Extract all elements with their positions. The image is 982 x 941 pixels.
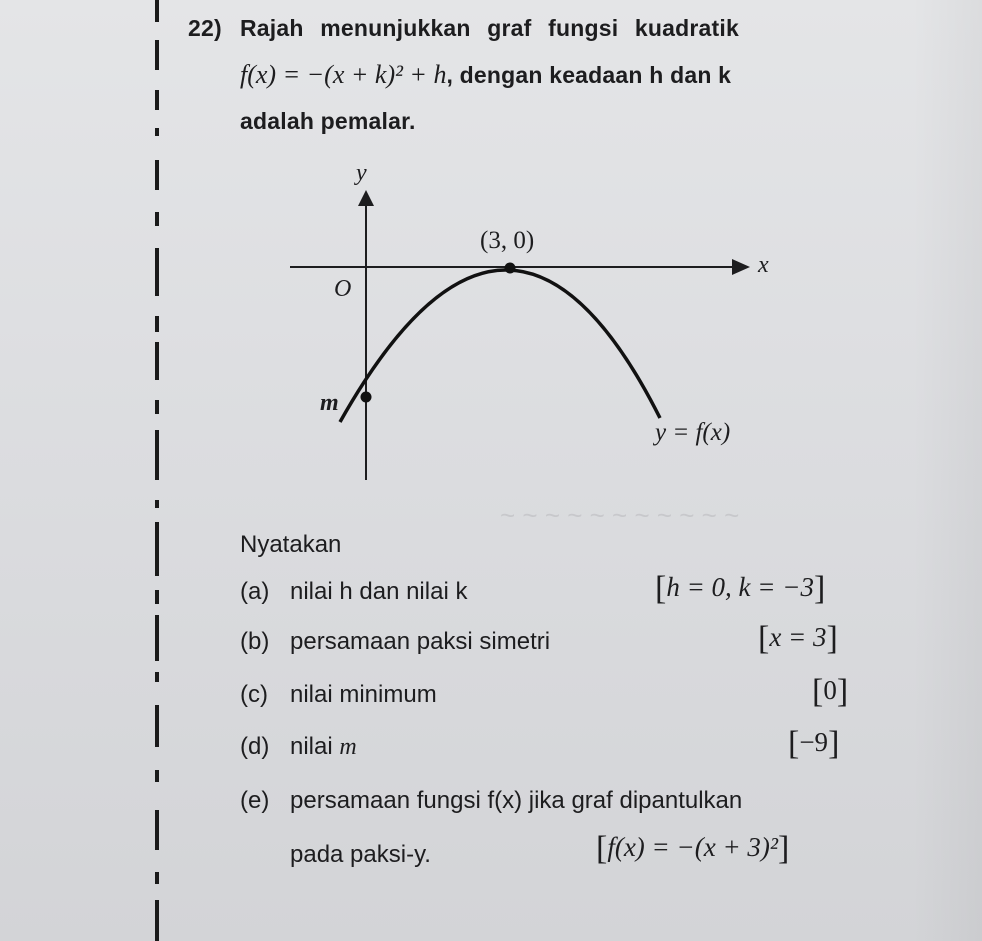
part-c-label: (c) [240, 681, 268, 708]
y-axis-arrow [358, 190, 374, 206]
part-b-label: (b) [240, 628, 270, 655]
part-c-answer: [0] [812, 673, 849, 710]
part-d-text: nilai m [290, 733, 357, 760]
part-e-label: (e) [240, 787, 270, 814]
curve-label: y = f(x) [655, 419, 731, 446]
part-a-text: nilai h dan nilai k [290, 578, 468, 605]
part-b-answer-value: x = 3 [769, 622, 827, 652]
part-a-answer-value: h = 0, k = −3 [666, 572, 814, 602]
part-e-text: persamaan fungsi f(x) jika graf dipantulkan [290, 787, 743, 814]
question-number: 22) [188, 15, 222, 41]
y-axis-label: y [356, 160, 367, 186]
m-label: m [320, 390, 339, 416]
x-axis-arrow [732, 259, 750, 275]
part-d-answer-value: −9 [799, 727, 829, 757]
part-c-text: nilai minimum [290, 681, 437, 708]
vertex-label: (3, 0) [480, 227, 535, 254]
parabola-curve [340, 270, 660, 422]
question-line-1: Rajah menunjukkan graf fungsi kuadratik [240, 15, 739, 41]
part-a-answer: [h = 0, k = −3] [655, 570, 826, 607]
function-expression: f(x) = −(x + k)² + h [240, 60, 447, 89]
vertex-point [505, 263, 516, 274]
part-e-text-2: pada paksi-y. [290, 841, 431, 868]
part-e-answer-value: f(x) = −(x + 3)² [607, 832, 779, 862]
parabola-graph [280, 160, 780, 490]
part-d-label: (d) [240, 733, 270, 760]
part-b-answer: [x = 3] [758, 620, 838, 657]
question-line-2 [240, 62, 731, 88]
x-axis-label: x [758, 252, 769, 278]
page-right-edge-shadow [912, 0, 982, 941]
part-e-answer: [f(x) = −(x + 3)²] [596, 830, 790, 867]
prompt-label: Nyatakan [240, 531, 342, 558]
part-d-answer: [−9] [788, 725, 840, 762]
m-point [361, 392, 372, 403]
part-c-answer-value: 0 [823, 675, 837, 705]
margin-dashed-line [0, 0, 175, 941]
question-line-3: adalah pemalar. [240, 108, 416, 134]
part-b-text: persamaan paksi simetri [290, 628, 551, 655]
showthrough-text: ~ ~ ~ ~ ~ ~ ~ ~ ~ ~ ~ [500, 500, 740, 530]
origin-label: O [334, 276, 352, 302]
question-line-2-suffix: , dengan keadaan h dan k [446, 62, 732, 88]
part-a-label: (a) [240, 578, 270, 605]
